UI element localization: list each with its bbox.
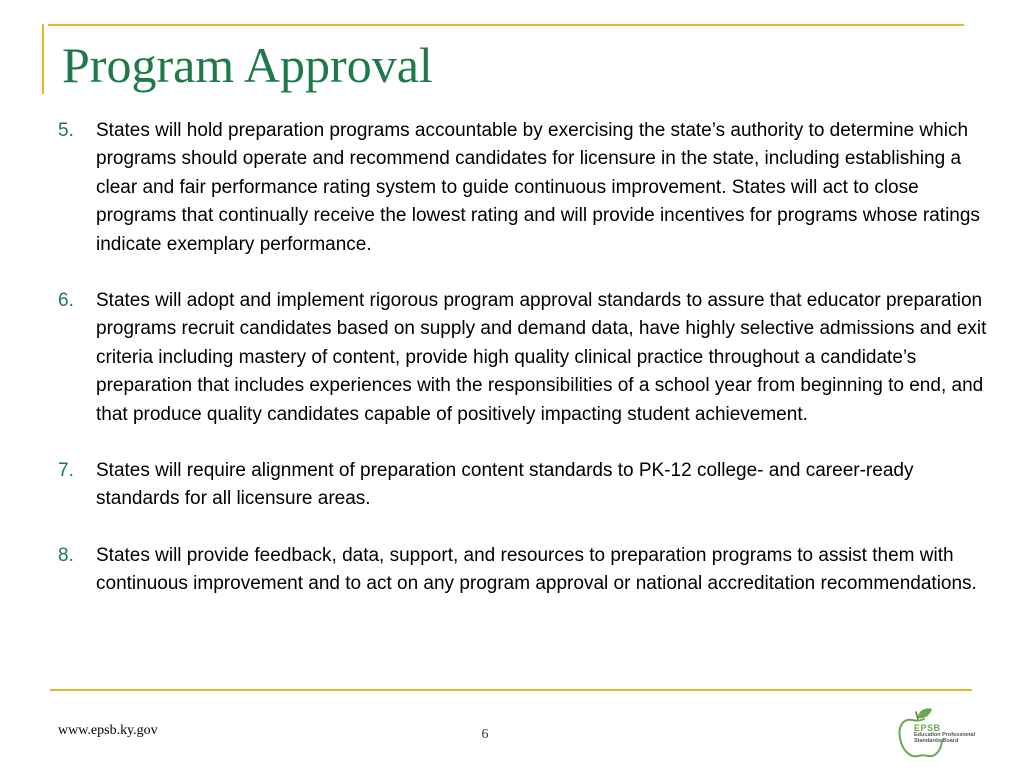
left-rule: [42, 24, 44, 94]
page-number: 6: [481, 727, 489, 742]
list-item-number: 8.: [58, 544, 74, 566]
list-item: [58, 117, 988, 259]
list-item-text: States will hold preparation programs accountable by exercising the state’s authority to determine which programs should operate and recommend candidates for licensure in the state, including establishing a clear and fair performance rating system to guide continuous improvement. States will act to close programs that continually receive the lowest rating and will provide incentives for programs whose ratings indicate exemplary performance.: [96, 120, 980, 255]
logo-name: Education Professional Standards Board: [914, 732, 976, 745]
footer-url: www.epsb.ky.gov: [58, 723, 158, 738]
list-item-text: States will adopt and implement rigorous program approval standards to assure that educator preparation programs recruit candidates based on supply and demand data, have highly selective admissions and exit criteria including mastery of content, provide high quality clinical practice throughout a candidate’s preparation that includes experiences with the responsibilities of a school year from beginning to end, and that produce quality candidates capable of positively impacting student achievement.: [96, 290, 987, 425]
top-rule: [48, 24, 964, 26]
logo-text: [914, 724, 986, 745]
epsb-logo: [896, 706, 992, 760]
bottom-rule: [50, 689, 972, 691]
list-item: [58, 542, 988, 599]
list-item-text: States will provide feedback, data, support, and resources to preparation programs to assist them with continuous improvement and to act on any program approval or national accreditation recommendations.: [96, 544, 977, 595]
numbered-list: [58, 117, 988, 627]
slide-title: Program Approval: [62, 37, 433, 93]
logo-acronym: EPSB: [914, 723, 941, 733]
list-item-number: 7.: [58, 460, 74, 482]
list-item-number: 6.: [58, 290, 74, 312]
list-item: [58, 457, 988, 514]
list-item: [58, 287, 988, 429]
list-item-number: 5.: [58, 120, 74, 141]
list-item-text: States will require alignment of preparation content standards to PK-12 college- and career-ready standards for all licensure areas.: [96, 460, 914, 510]
